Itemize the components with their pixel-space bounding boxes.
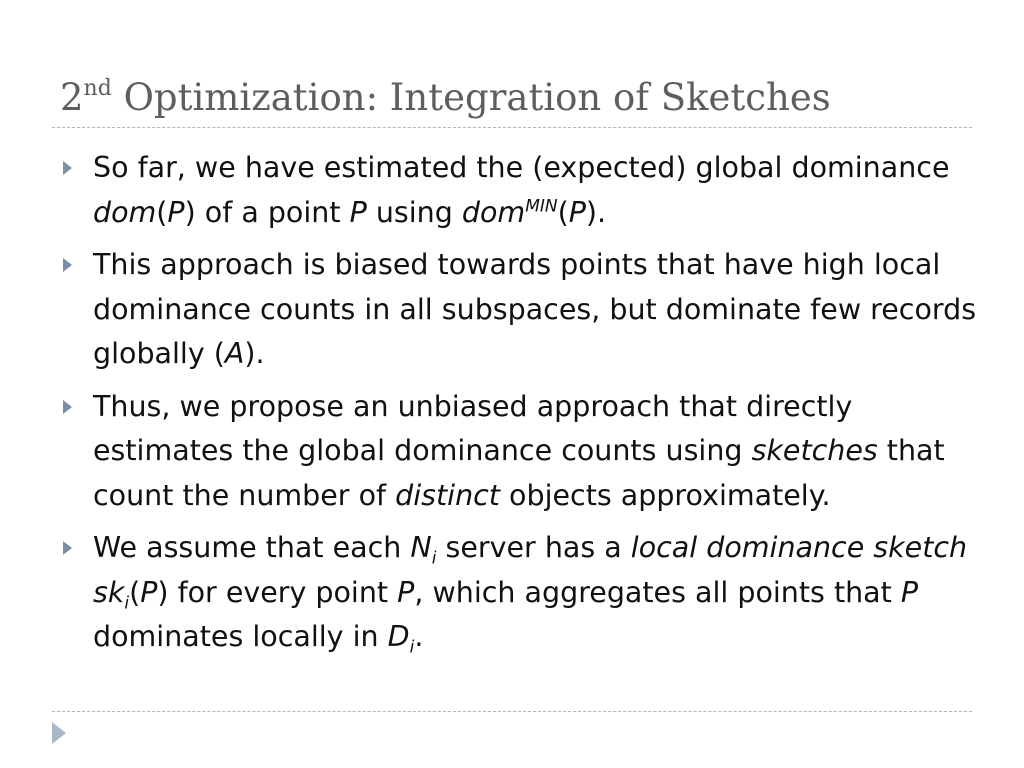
bullet-text-segment: ) of a point bbox=[184, 195, 350, 229]
bullet-text-segment: objects approximately. bbox=[499, 478, 831, 512]
bullet-text-segment: N bbox=[410, 531, 432, 564]
footer-divider bbox=[52, 711, 972, 712]
bullet-list bbox=[60, 146, 980, 668]
bullet-text bbox=[93, 151, 949, 229]
bullet-text-segment: P bbox=[900, 575, 919, 609]
bullet-text-segment: MIN bbox=[525, 196, 558, 216]
bullet-text-segment: i bbox=[409, 637, 415, 658]
bullet-text bbox=[93, 531, 968, 658]
bullet-text-segment: ). bbox=[585, 195, 607, 229]
bullet-triangle-icon bbox=[63, 258, 72, 272]
bullet-item bbox=[60, 243, 980, 377]
bullet-text-segment: distinct bbox=[395, 478, 500, 512]
bullet-text-segment: that count the number of bbox=[93, 434, 945, 512]
bullet-text-segment: local dominance sketch sk bbox=[93, 531, 968, 609]
bullet-text-segment: dom bbox=[461, 195, 526, 229]
title-superscript: nd bbox=[83, 75, 112, 101]
bullet-text-segment: ( bbox=[557, 195, 569, 229]
bullet-text bbox=[93, 390, 945, 512]
bullet-text-segment: D bbox=[387, 620, 410, 653]
bullet-triangle-icon bbox=[63, 161, 72, 175]
bullet-text-segment: sketches bbox=[751, 434, 878, 467]
bullet-item bbox=[60, 385, 980, 519]
bullet-text-segment: dom bbox=[93, 195, 157, 229]
bullet-text-segment: ( bbox=[156, 195, 168, 229]
bullet-text-segment: This approach is biased towards points that have high local dominance counts in all subspaces, but dominate few records globally ( bbox=[93, 248, 977, 370]
bullet-text-segment: P bbox=[568, 195, 586, 229]
bullet-text-segment: P bbox=[167, 195, 185, 229]
title-prefix: 2 bbox=[60, 76, 84, 119]
bullet-text bbox=[93, 248, 976, 370]
bullet-text-segment: ). bbox=[244, 337, 265, 370]
bullet-item bbox=[60, 146, 980, 235]
bullet-text-segment: i bbox=[124, 593, 130, 614]
bullet-text-segment: . bbox=[414, 620, 424, 653]
bullet-text-segment: using bbox=[366, 195, 462, 229]
bullet-text-segment: Thus, we propose an unbiased approach that directly estimates the global dominance counts using bbox=[93, 389, 853, 467]
next-slide-arrow-icon[interactable] bbox=[52, 722, 66, 744]
bullet-text-segment: A bbox=[224, 337, 245, 370]
bullet-text-segment: We assume that each bbox=[93, 531, 411, 564]
title-divider bbox=[52, 127, 972, 128]
bullet-text-segment: ) for every point bbox=[157, 575, 398, 609]
bullet-item bbox=[60, 526, 980, 660]
bullet-triangle-icon bbox=[63, 541, 72, 555]
bullet-text-segment: i bbox=[431, 548, 437, 569]
bullet-text-segment: dominates locally in bbox=[93, 620, 388, 653]
bullet-triangle-icon bbox=[63, 400, 72, 414]
bullet-text-segment: P bbox=[140, 575, 158, 609]
bullet-text-segment: server has a bbox=[436, 531, 631, 564]
bullet-text-segment: P bbox=[349, 195, 367, 229]
bullet-text-segment: P bbox=[397, 575, 415, 609]
bullet-text-segment: ( bbox=[129, 575, 141, 609]
bullet-text-segment: , which aggregates all points that bbox=[414, 575, 901, 609]
bullet-text-segment: So far, we have estimated the (expected) global dominance bbox=[93, 151, 950, 184]
title-text: Optimization: Integration of Sketches bbox=[111, 76, 831, 119]
slide-title bbox=[60, 76, 831, 120]
